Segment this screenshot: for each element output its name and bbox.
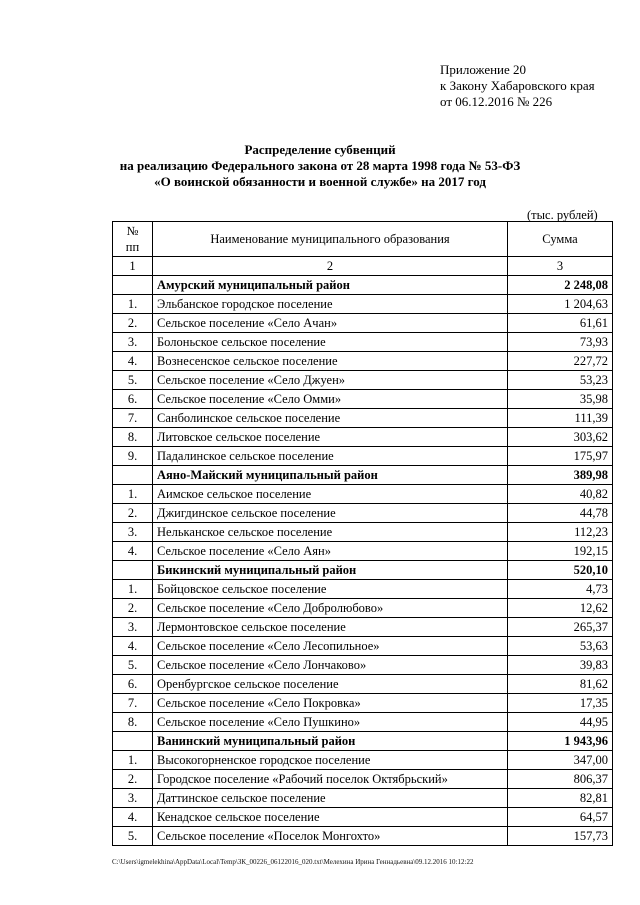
row-sum: 44,78 xyxy=(508,504,613,523)
appendix-reference xyxy=(440,62,595,110)
row-name: Джигдинское сельское поселение xyxy=(153,504,508,523)
row-sum: 35,98 xyxy=(508,390,613,409)
row-number: 4. xyxy=(113,637,153,656)
header-sum: Сумма xyxy=(508,222,613,257)
row-name: Ванинский муниципальный район xyxy=(153,732,508,751)
row-number: 5. xyxy=(113,656,153,675)
row-number: 6. xyxy=(113,675,153,694)
row-number: 2. xyxy=(113,504,153,523)
header-number-abbrev: пп xyxy=(125,240,140,254)
appendix-date: от 06.12.2016 № 226 xyxy=(440,94,553,109)
table-header-row xyxy=(113,222,613,257)
table-row xyxy=(113,656,613,675)
row-name: Падалинское сельское поселение xyxy=(153,447,508,466)
table-row xyxy=(113,409,613,428)
row-sum: 17,35 xyxy=(508,694,613,713)
row-number: 3. xyxy=(113,333,153,352)
column-index-2: 2 xyxy=(153,257,508,276)
row-name: Сельское поселение «Село Ачан» xyxy=(153,314,508,333)
table-row xyxy=(113,580,613,599)
table-row xyxy=(113,371,613,390)
row-name: Сельское поселение «Село Покровка» xyxy=(153,694,508,713)
row-name: Литовское сельское поселение xyxy=(153,428,508,447)
region-row xyxy=(113,561,613,580)
table-row xyxy=(113,542,613,561)
table-row xyxy=(113,599,613,618)
row-sum: 2 248,08 xyxy=(508,276,613,295)
row-sum: 39,83 xyxy=(508,656,613,675)
row-name: Санболинское сельское поселение xyxy=(153,409,508,428)
table-row xyxy=(113,447,613,466)
row-sum: 1 204,63 xyxy=(508,295,613,314)
row-number: 2. xyxy=(113,314,153,333)
region-row xyxy=(113,466,613,485)
units-label: (тыс. рублей) xyxy=(527,208,598,222)
row-name: Вознесенское сельское поселение xyxy=(153,352,508,371)
row-name: Аимское сельское поселение xyxy=(153,485,508,504)
row-number: 7. xyxy=(113,694,153,713)
row-number: 7. xyxy=(113,409,153,428)
header-name: Наименование муниципального образования xyxy=(153,222,508,257)
row-number: 1. xyxy=(113,751,153,770)
row-number: 9. xyxy=(113,447,153,466)
row-name: Кенадское сельское поселение xyxy=(153,808,508,827)
row-name: Болоньское сельское поселение xyxy=(153,333,508,352)
row-name: Эльбанское городское поселение xyxy=(153,295,508,314)
row-name: Сельское поселение «Село Добролюбово» xyxy=(153,599,508,618)
table-row xyxy=(113,504,613,523)
row-sum: 227,72 xyxy=(508,352,613,371)
row-sum: 347,00 xyxy=(508,751,613,770)
table-row xyxy=(113,675,613,694)
table-row xyxy=(113,428,613,447)
table-row xyxy=(113,295,613,314)
row-name: Бойцовское сельское поселение xyxy=(153,580,508,599)
row-sum: 806,37 xyxy=(508,770,613,789)
table-row xyxy=(113,523,613,542)
row-sum: 44,95 xyxy=(508,713,613,732)
row-sum: 40,82 xyxy=(508,485,613,504)
row-number: 2. xyxy=(113,770,153,789)
row-number: 8. xyxy=(113,428,153,447)
row-number: 4. xyxy=(113,352,153,371)
row-number: 5. xyxy=(113,371,153,390)
table-row xyxy=(113,751,613,770)
row-number: 1. xyxy=(113,485,153,504)
row-sum: 111,39 xyxy=(508,409,613,428)
row-number xyxy=(113,732,153,751)
row-name: Высокогорненское городское поселение xyxy=(153,751,508,770)
table-row xyxy=(113,333,613,352)
row-sum: 520,10 xyxy=(508,561,613,580)
row-number: 5. xyxy=(113,827,153,846)
title-line-3: «О воинской обязанности и военной службе» на 2017 год xyxy=(154,174,486,189)
row-number: 6. xyxy=(113,390,153,409)
row-number: 2. xyxy=(113,599,153,618)
row-number: 3. xyxy=(113,789,153,808)
row-sum: 1 943,96 xyxy=(508,732,613,751)
row-number: 1. xyxy=(113,295,153,314)
table-row xyxy=(113,618,613,637)
table-row xyxy=(113,390,613,409)
row-sum: 82,81 xyxy=(508,789,613,808)
column-index-3: 3 xyxy=(508,257,613,276)
row-name: Сельское поселение «Село Джуен» xyxy=(153,371,508,390)
region-row xyxy=(113,732,613,751)
row-sum: 64,57 xyxy=(508,808,613,827)
row-sum: 157,73 xyxy=(508,827,613,846)
column-index-row xyxy=(113,257,613,276)
row-name: Оренбургское сельское поселение xyxy=(153,675,508,694)
row-name: Сельское поселение «Село Аян» xyxy=(153,542,508,561)
row-sum: 192,15 xyxy=(508,542,613,561)
row-name: Бикинский муниципальный район xyxy=(153,561,508,580)
row-name: Аяно-Майский муниципальный район xyxy=(153,466,508,485)
row-number xyxy=(113,276,153,295)
row-number: 1. xyxy=(113,580,153,599)
title-line-1: Распределение субвенций xyxy=(244,142,396,157)
file-path-footer: C:\Users\igmelekhina\AppData\Local\Temp\ЗК_00226_06122016_020.txt\Мелехина Ирина Геннадьевна\09.12.2016 10:12:22 xyxy=(112,858,474,866)
document-title xyxy=(0,142,640,190)
table-row xyxy=(113,770,613,789)
table-row xyxy=(113,808,613,827)
table-row xyxy=(113,827,613,846)
row-name: Лермонтовское сельское поселение xyxy=(153,618,508,637)
row-number xyxy=(113,466,153,485)
row-name: Сельское поселение «Село Лончаково» xyxy=(153,656,508,675)
row-name: Городское поселение «Рабочий поселок Октябрьский» xyxy=(153,770,508,789)
row-name: Амурский муниципальный район xyxy=(153,276,508,295)
row-sum: 4,73 xyxy=(508,580,613,599)
row-sum: 389,98 xyxy=(508,466,613,485)
table-row xyxy=(113,352,613,371)
row-number: 3. xyxy=(113,618,153,637)
title-line-2: на реализацию Федерального закона от 28 марта 1998 года № 53-ФЗ xyxy=(119,158,521,173)
table-row xyxy=(113,713,613,732)
row-name: Сельское поселение «Поселок Монгохто» xyxy=(153,827,508,846)
subvention-table xyxy=(112,221,613,846)
row-name: Сельское поселение «Село Пушкино» xyxy=(153,713,508,732)
table-row xyxy=(113,694,613,713)
appendix-number: Приложение 20 xyxy=(440,62,527,77)
row-number: 4. xyxy=(113,542,153,561)
row-name: Даттинское сельское поселение xyxy=(153,789,508,808)
region-row xyxy=(113,276,613,295)
row-sum: 12,62 xyxy=(508,599,613,618)
row-sum: 81,62 xyxy=(508,675,613,694)
row-sum: 175,97 xyxy=(508,447,613,466)
row-sum: 112,23 xyxy=(508,523,613,542)
row-sum: 53,63 xyxy=(508,637,613,656)
row-sum: 303,62 xyxy=(508,428,613,447)
row-sum: 265,37 xyxy=(508,618,613,637)
appendix-law: к Закону Хабаровского края xyxy=(440,78,595,93)
table-row xyxy=(113,314,613,333)
table-row xyxy=(113,485,613,504)
header-number-sign: № xyxy=(126,224,139,238)
column-index-1: 1 xyxy=(113,257,153,276)
row-number: 8. xyxy=(113,713,153,732)
row-name: Нельканское сельское поселение xyxy=(153,523,508,542)
row-number: 4. xyxy=(113,808,153,827)
row-sum: 53,23 xyxy=(508,371,613,390)
row-sum: 61,61 xyxy=(508,314,613,333)
row-name: Сельское поселение «Село Омми» xyxy=(153,390,508,409)
row-sum: 73,93 xyxy=(508,333,613,352)
row-number: 3. xyxy=(113,523,153,542)
row-number xyxy=(113,561,153,580)
table-row xyxy=(113,789,613,808)
row-name: Сельское поселение «Село Лесопильное» xyxy=(153,637,508,656)
header-number xyxy=(113,222,153,257)
table-row xyxy=(113,637,613,656)
